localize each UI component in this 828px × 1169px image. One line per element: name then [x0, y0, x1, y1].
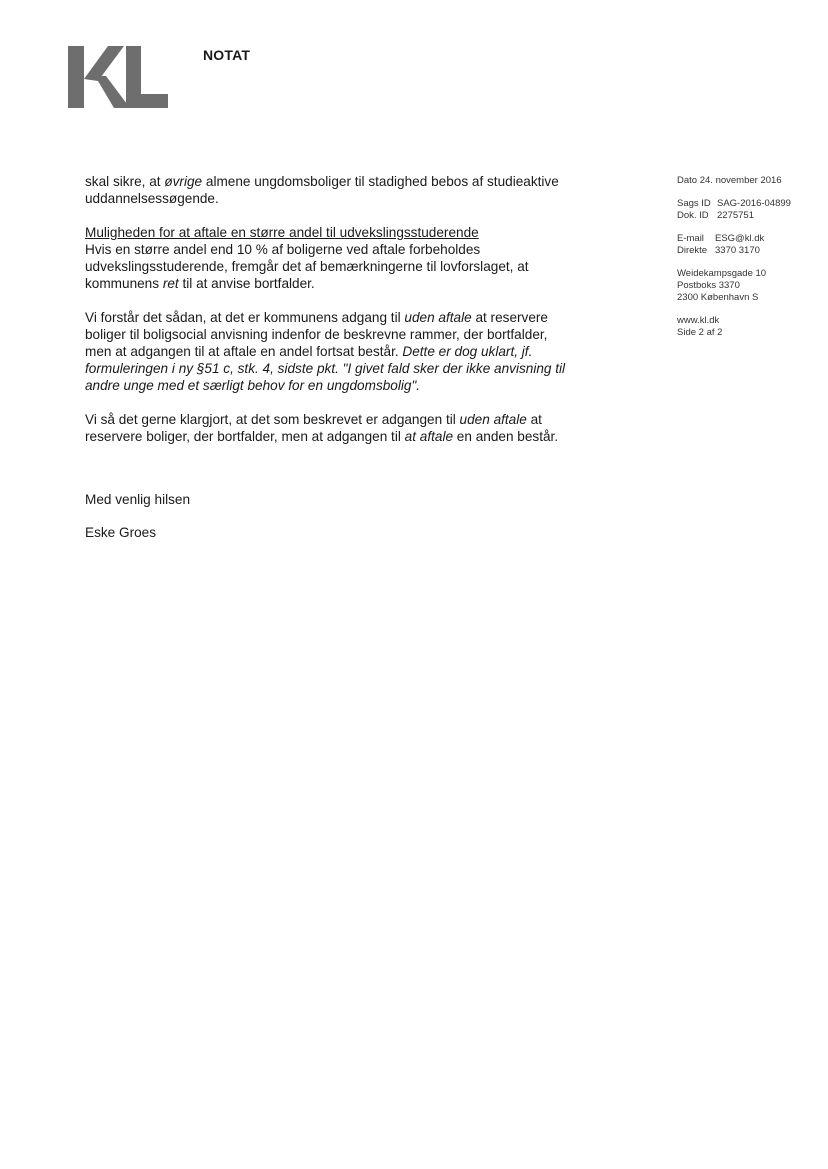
- address-block: [677, 268, 827, 304]
- email-value: ESG@kl.dk: [715, 233, 765, 244]
- page-number: Side 2 af 2: [677, 327, 723, 338]
- address-line: 2300 København S: [677, 292, 759, 303]
- signoff: [85, 491, 190, 557]
- website: www.kl.dk: [677, 315, 720, 326]
- email-row: [677, 233, 827, 245]
- section-heading: Muligheden for at aftale en større andel til udvekslingsstuderende: [85, 225, 479, 240]
- paragraph: Muligheden for at aftale en større andel til udvekslingsstuderende Hvis en større andel end 10 % af boligerne ved aftale forbeholdes udvekslingsstuderende, fremgår det af bemærkningerne til lovforslaget, at kommunens ret til at anvise bortfalder.: [85, 225, 529, 291]
- document-type-title: NOTAT: [203, 47, 251, 63]
- phone-row: [677, 245, 827, 257]
- phone-value: 3370 3170: [715, 245, 760, 256]
- sags-id-row: [677, 198, 827, 210]
- metadata-sidebar: [677, 175, 827, 350]
- dok-id-value: 2275751: [717, 210, 754, 221]
- web-block: [677, 315, 827, 339]
- address-line: Weidekampsgade 10: [677, 268, 767, 279]
- signer-name: Eske Groes: [85, 525, 157, 540]
- kl-logo: [68, 46, 168, 108]
- paragraph: skal sikre, at øvrige almene ungdomsboliger til stadighed bebos af studieaktive uddannelsessøgende.: [85, 174, 559, 206]
- dok-id-label: Dok. ID: [677, 210, 709, 221]
- address-line: Postboks 3370: [677, 280, 740, 291]
- ids-block: [677, 198, 827, 222]
- phone-label: Direkte: [677, 245, 708, 256]
- date-block: [677, 175, 827, 187]
- paragraph: Vi forstår det sådan, at det er kommunens adgang til uden aftale at reservere boliger til boligsocial anvisning indenfor de beskrevne rammer, der bortfalder, men at adgangen til at aftale en andel fortsat består. Dette er dog uklart, jf. formuleringen i ny §51 c, stk. 4, sidste pkt. "I givet fald sker der ikke anvisning til andre unge med et særligt behov for en ungdomsbolig".: [85, 310, 566, 393]
- date-label: Dato: [677, 175, 698, 186]
- date-row: [677, 175, 827, 187]
- date-value: 24. november 2016: [699, 175, 782, 186]
- email-label: E-mail: [677, 233, 704, 244]
- paragraph: Vi så det gerne klargjort, at det som beskrevet er adgangen til uden aftale at reservere boliger, der bortfalder, men at adgangen til at aftale en anden består.: [85, 412, 559, 444]
- contact-block: [677, 233, 827, 257]
- dok-id-row: [677, 210, 827, 222]
- greeting: Med venlig hilsen: [85, 492, 191, 507]
- sags-id-value: SAG-2016-04899: [717, 198, 791, 209]
- memo-body: [85, 173, 575, 462]
- sags-id-label: Sags ID: [677, 198, 711, 209]
